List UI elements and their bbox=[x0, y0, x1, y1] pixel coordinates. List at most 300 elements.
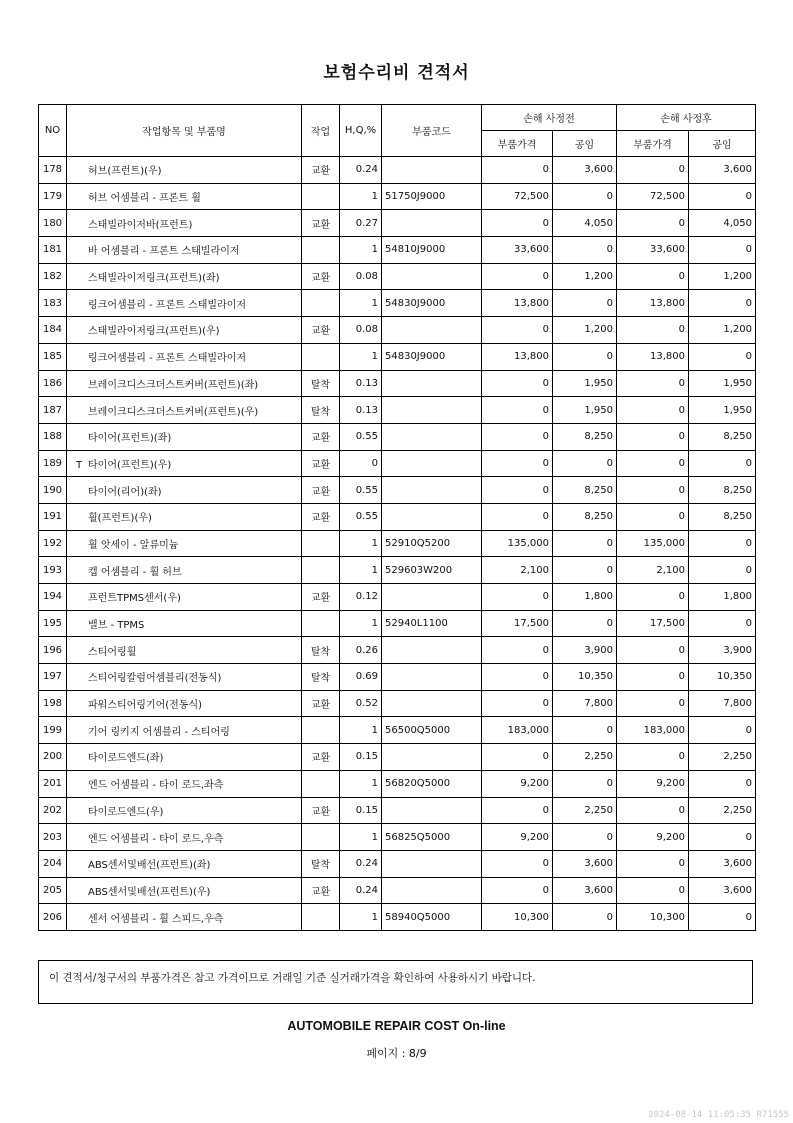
table-row bbox=[39, 237, 756, 264]
cell-item-name bbox=[67, 850, 302, 877]
cell-part-code bbox=[382, 877, 482, 904]
cell-item-name bbox=[67, 183, 302, 210]
cell-no: 192 bbox=[39, 530, 67, 557]
cell-item-name bbox=[67, 397, 302, 424]
cell-item-name bbox=[67, 343, 302, 370]
page-number: 페이지 : 8/9 bbox=[366, 1047, 427, 1060]
cell-work: 탈착 bbox=[302, 850, 340, 877]
cell-after-part-price: 0 bbox=[617, 797, 689, 824]
estimate-table bbox=[38, 104, 756, 931]
table-row bbox=[39, 423, 756, 450]
cell-work: 교환 bbox=[302, 477, 340, 504]
cell-no: 197 bbox=[39, 664, 67, 691]
cell-hq: 1 bbox=[340, 770, 382, 797]
cell-no: 195 bbox=[39, 610, 67, 637]
cell-before-labor: 8,250 bbox=[553, 423, 617, 450]
cell-item-name bbox=[67, 770, 302, 797]
cell-hq: 0.13 bbox=[340, 370, 382, 397]
cell-item-name bbox=[67, 744, 302, 771]
cell-after-labor: 8,250 bbox=[689, 477, 756, 504]
cell-item-name bbox=[67, 210, 302, 237]
cell-work bbox=[302, 290, 340, 317]
cell-before-part-price: 0 bbox=[482, 477, 553, 504]
cell-item-text: 타이어(프런트)(좌) bbox=[88, 433, 172, 445]
cell-after-labor: 1,800 bbox=[689, 584, 756, 611]
cell-before-part-price: 0 bbox=[482, 690, 553, 717]
cell-item-name bbox=[67, 637, 302, 664]
cell-item-name bbox=[67, 877, 302, 904]
cell-after-labor: 10,350 bbox=[689, 664, 756, 691]
cell-mark: T bbox=[75, 459, 83, 471]
cell-after-labor: 3,600 bbox=[689, 877, 756, 904]
cell-before-part-price: 0 bbox=[482, 503, 553, 530]
table-row bbox=[39, 343, 756, 370]
cell-hq: 0.69 bbox=[340, 664, 382, 691]
cell-work bbox=[302, 717, 340, 744]
cell-before-labor: 2,250 bbox=[553, 744, 617, 771]
cell-part-code: 51750J9000 bbox=[382, 183, 482, 210]
cell-no: 196 bbox=[39, 637, 67, 664]
cell-no: 205 bbox=[39, 877, 67, 904]
cell-no: 186 bbox=[39, 370, 67, 397]
cell-no: 194 bbox=[39, 584, 67, 611]
cell-work: 교환 bbox=[302, 584, 340, 611]
cell-before-labor: 1,950 bbox=[553, 397, 617, 424]
cell-part-code bbox=[382, 744, 482, 771]
cell-after-labor: 0 bbox=[689, 530, 756, 557]
cell-before-labor: 3,600 bbox=[553, 157, 617, 184]
cell-no: 189 bbox=[39, 450, 67, 477]
cell-after-labor: 0 bbox=[689, 237, 756, 264]
cell-no: 188 bbox=[39, 423, 67, 450]
cell-hq: 0.12 bbox=[340, 584, 382, 611]
table-body bbox=[39, 157, 756, 931]
cell-item-name bbox=[67, 797, 302, 824]
cell-item-name bbox=[67, 290, 302, 317]
cell-hq: 0.13 bbox=[340, 397, 382, 424]
table-row bbox=[39, 397, 756, 424]
cell-hq: 0.55 bbox=[340, 477, 382, 504]
cell-work: 교환 bbox=[302, 503, 340, 530]
cell-work: 교환 bbox=[302, 797, 340, 824]
cell-hq: 0.24 bbox=[340, 850, 382, 877]
cell-part-code: 52940L1100 bbox=[382, 610, 482, 637]
table-row bbox=[39, 717, 756, 744]
cell-part-code bbox=[382, 397, 482, 424]
cell-after-part-price: 135,000 bbox=[617, 530, 689, 557]
cell-part-code: 529603W200 bbox=[382, 557, 482, 584]
cell-part-code: 52910Q5200 bbox=[382, 530, 482, 557]
table-row bbox=[39, 157, 756, 184]
cell-after-part-price: 0 bbox=[617, 157, 689, 184]
cell-after-labor: 1,200 bbox=[689, 317, 756, 344]
cell-no: 185 bbox=[39, 343, 67, 370]
cell-after-labor: 0 bbox=[689, 557, 756, 584]
cell-item-name bbox=[67, 530, 302, 557]
cell-part-code bbox=[382, 317, 482, 344]
cell-hq: 0.24 bbox=[340, 157, 382, 184]
cell-after-part-price: 0 bbox=[617, 397, 689, 424]
cell-after-part-price: 9,200 bbox=[617, 770, 689, 797]
cell-work: 탈착 bbox=[302, 637, 340, 664]
cell-before-part-price: 0 bbox=[482, 850, 553, 877]
cell-part-code bbox=[382, 690, 482, 717]
table-row bbox=[39, 770, 756, 797]
cell-item-text: 링크어셈블리 - 프론트 스태빌라이저 bbox=[88, 353, 247, 365]
cell-after-labor: 0 bbox=[689, 450, 756, 477]
cell-before-labor: 0 bbox=[553, 237, 617, 264]
cell-part-code: 56820Q5000 bbox=[382, 770, 482, 797]
cell-item-text: 타이로드엔드(우) bbox=[88, 806, 164, 818]
cell-item-name bbox=[67, 584, 302, 611]
table-row bbox=[39, 904, 756, 931]
cell-item-name bbox=[67, 157, 302, 184]
cell-item-text: 브레이크디스크더스트커버(프런트)(우) bbox=[88, 406, 259, 418]
cell-before-labor: 1,200 bbox=[553, 317, 617, 344]
cell-item-name bbox=[67, 904, 302, 931]
cell-after-labor: 0 bbox=[689, 290, 756, 317]
cell-before-labor: 1,950 bbox=[553, 370, 617, 397]
cell-part-code bbox=[382, 370, 482, 397]
cell-part-code bbox=[382, 450, 482, 477]
header-no: NO bbox=[39, 105, 67, 157]
cell-after-part-price: 0 bbox=[617, 423, 689, 450]
cell-after-part-price: 9,200 bbox=[617, 824, 689, 851]
cell-before-part-price: 0 bbox=[482, 744, 553, 771]
cell-after-part-price: 0 bbox=[617, 370, 689, 397]
cell-item-text: 허브 어셈블리 - 프론트 휠 bbox=[88, 193, 201, 205]
cell-after-labor: 3,600 bbox=[689, 157, 756, 184]
cell-hq: 1 bbox=[340, 290, 382, 317]
header-before-labor: 공임 bbox=[553, 131, 617, 157]
cell-work bbox=[302, 343, 340, 370]
header-after-labor: 공임 bbox=[689, 131, 756, 157]
cell-item-name bbox=[67, 610, 302, 637]
cell-part-code bbox=[382, 157, 482, 184]
cell-hq: 0.52 bbox=[340, 690, 382, 717]
cell-after-part-price: 10,300 bbox=[617, 904, 689, 931]
cell-before-labor: 1,800 bbox=[553, 584, 617, 611]
cell-after-part-price: 17,500 bbox=[617, 610, 689, 637]
cell-before-part-price: 183,000 bbox=[482, 717, 553, 744]
cell-after-part-price: 0 bbox=[617, 664, 689, 691]
cell-before-part-price: 2,100 bbox=[482, 557, 553, 584]
cell-before-part-price: 0 bbox=[482, 664, 553, 691]
cell-before-part-price: 0 bbox=[482, 423, 553, 450]
cell-before-part-price: 0 bbox=[482, 797, 553, 824]
cell-before-labor: 0 bbox=[553, 824, 617, 851]
cell-part-code bbox=[382, 503, 482, 530]
cell-no: 179 bbox=[39, 183, 67, 210]
cell-work: 교환 bbox=[302, 690, 340, 717]
cell-item-text: 스태빌라이저링크(프런트)(좌) bbox=[88, 273, 220, 285]
cell-work bbox=[302, 824, 340, 851]
cell-before-part-price: 10,300 bbox=[482, 904, 553, 931]
cell-item-name bbox=[67, 503, 302, 530]
cell-before-labor: 8,250 bbox=[553, 503, 617, 530]
cell-item-name bbox=[67, 237, 302, 264]
cell-after-part-price: 0 bbox=[617, 477, 689, 504]
cell-before-labor: 0 bbox=[553, 343, 617, 370]
cell-item-name bbox=[67, 477, 302, 504]
cell-before-part-price: 0 bbox=[482, 637, 553, 664]
cell-after-part-price: 0 bbox=[617, 877, 689, 904]
table-row bbox=[39, 263, 756, 290]
cell-item-text: 센서 어셈블리 - 휠 스피드,우측 bbox=[88, 913, 224, 925]
cell-part-code bbox=[382, 850, 482, 877]
cell-before-part-price: 13,800 bbox=[482, 290, 553, 317]
cell-no: 184 bbox=[39, 317, 67, 344]
cell-after-part-price: 0 bbox=[617, 503, 689, 530]
cell-work: 교환 bbox=[302, 423, 340, 450]
cell-item-text: 밸브 - TPMS bbox=[88, 620, 145, 632]
cell-hq: 1 bbox=[340, 183, 382, 210]
cell-item-text: 허브(프런트)(우) bbox=[88, 166, 162, 178]
cell-work: 교환 bbox=[302, 450, 340, 477]
cell-no: 202 bbox=[39, 797, 67, 824]
cell-part-code: 58940Q5000 bbox=[382, 904, 482, 931]
cell-before-part-price: 0 bbox=[482, 450, 553, 477]
cell-work: 교환 bbox=[302, 744, 340, 771]
cell-part-code: 54810J9000 bbox=[382, 237, 482, 264]
header-after-part-price: 부품가격 bbox=[617, 131, 689, 157]
cell-item-text: 캡 어셈블리 - 휠 허브 bbox=[88, 566, 182, 578]
cell-after-labor: 0 bbox=[689, 824, 756, 851]
cell-after-part-price: 0 bbox=[617, 744, 689, 771]
cell-after-part-price: 0 bbox=[617, 210, 689, 237]
cell-after-part-price: 72,500 bbox=[617, 183, 689, 210]
cell-item-text: 링크어셈블리 - 프론트 스태빌라이저 bbox=[88, 299, 247, 311]
cell-hq: 0.08 bbox=[340, 263, 382, 290]
cell-no: 206 bbox=[39, 904, 67, 931]
cell-item-text: 스태빌라이저바(프런트) bbox=[88, 219, 193, 231]
cell-work: 탈착 bbox=[302, 370, 340, 397]
cell-after-labor: 8,250 bbox=[689, 503, 756, 530]
cell-item-name bbox=[67, 824, 302, 851]
cell-after-part-price: 13,800 bbox=[617, 290, 689, 317]
table-row bbox=[39, 477, 756, 504]
table-row bbox=[39, 690, 756, 717]
cell-after-labor: 0 bbox=[689, 904, 756, 931]
cell-hq: 0 bbox=[340, 450, 382, 477]
table-row bbox=[39, 370, 756, 397]
table-row bbox=[39, 183, 756, 210]
cell-work bbox=[302, 770, 340, 797]
cell-no: 182 bbox=[39, 263, 67, 290]
table-row bbox=[39, 450, 756, 477]
cell-before-part-price: 9,200 bbox=[482, 824, 553, 851]
cell-item-name bbox=[67, 370, 302, 397]
cell-before-labor: 3,600 bbox=[553, 877, 617, 904]
cell-after-labor: 0 bbox=[689, 610, 756, 637]
cell-work bbox=[302, 530, 340, 557]
cell-work: 교환 bbox=[302, 877, 340, 904]
table-row bbox=[39, 210, 756, 237]
cell-before-labor: 0 bbox=[553, 183, 617, 210]
cell-hq: 1 bbox=[340, 610, 382, 637]
cell-no: 193 bbox=[39, 557, 67, 584]
cell-after-labor: 0 bbox=[689, 183, 756, 210]
cell-no: 183 bbox=[39, 290, 67, 317]
cell-no: 200 bbox=[39, 744, 67, 771]
cell-hq: 1 bbox=[340, 530, 382, 557]
header-item: 작업항목 및 부품명 bbox=[67, 105, 302, 157]
cell-after-labor: 8,250 bbox=[689, 423, 756, 450]
cell-item-text: 스태빌라이저링크(프런트)(우) bbox=[88, 326, 220, 338]
cell-part-code bbox=[382, 210, 482, 237]
cell-item-name bbox=[67, 690, 302, 717]
cell-hq: 1 bbox=[340, 343, 382, 370]
cell-work: 교환 bbox=[302, 263, 340, 290]
table-row bbox=[39, 877, 756, 904]
cell-work bbox=[302, 610, 340, 637]
cell-item-text: 타이어(프런트)(우) bbox=[88, 459, 172, 471]
cell-hq: 0.08 bbox=[340, 317, 382, 344]
cell-item-text: 타이어(리어)(좌) bbox=[88, 486, 162, 498]
cell-before-part-price: 72,500 bbox=[482, 183, 553, 210]
table-row bbox=[39, 557, 756, 584]
cell-after-labor: 1,950 bbox=[689, 370, 756, 397]
cell-after-part-price: 2,100 bbox=[617, 557, 689, 584]
table-row bbox=[39, 530, 756, 557]
table-row bbox=[39, 584, 756, 611]
cell-item-name bbox=[67, 423, 302, 450]
document-title: 보험수리비 견적서 bbox=[323, 63, 470, 83]
cell-before-labor: 0 bbox=[553, 717, 617, 744]
table-row bbox=[39, 664, 756, 691]
cell-before-part-price: 0 bbox=[482, 210, 553, 237]
cell-after-labor: 4,050 bbox=[689, 210, 756, 237]
table-row bbox=[39, 610, 756, 637]
cell-hq: 1 bbox=[340, 237, 382, 264]
cell-before-labor: 0 bbox=[553, 557, 617, 584]
cell-no: 181 bbox=[39, 237, 67, 264]
cell-work bbox=[302, 237, 340, 264]
cell-item-text: 휠 앗세이 - 알류미늄 bbox=[88, 539, 179, 551]
cell-item-text: 휠(프런트)(우) bbox=[88, 513, 152, 525]
header-work: 작업 bbox=[302, 105, 340, 157]
table-row bbox=[39, 797, 756, 824]
cell-hq: 0.15 bbox=[340, 797, 382, 824]
cell-after-part-price: 0 bbox=[617, 317, 689, 344]
cell-after-part-price: 33,600 bbox=[617, 237, 689, 264]
cell-before-part-price: 0 bbox=[482, 317, 553, 344]
header-after: 손해 사정후 bbox=[617, 105, 756, 131]
cell-part-code: 56825Q5000 bbox=[382, 824, 482, 851]
cell-after-part-price: 13,800 bbox=[617, 343, 689, 370]
cell-item-text: 바 어셈블리 - 프론트 스태빌라이저 bbox=[88, 246, 240, 258]
cell-item-text: 브레이크디스크더스트커버(프런트)(좌) bbox=[88, 379, 259, 391]
header-hq: H,Q,% bbox=[340, 105, 382, 157]
cell-before-labor: 3,900 bbox=[553, 637, 617, 664]
cell-no: 187 bbox=[39, 397, 67, 424]
cell-item-name bbox=[67, 557, 302, 584]
cell-after-part-price: 0 bbox=[617, 584, 689, 611]
cell-after-part-price: 0 bbox=[617, 637, 689, 664]
cell-before-labor: 0 bbox=[553, 904, 617, 931]
table-row bbox=[39, 824, 756, 851]
cell-hq: 0.55 bbox=[340, 423, 382, 450]
cell-hq: 1 bbox=[340, 824, 382, 851]
table-row bbox=[39, 744, 756, 771]
cell-before-labor: 0 bbox=[553, 610, 617, 637]
table-row bbox=[39, 290, 756, 317]
cell-before-part-price: 33,600 bbox=[482, 237, 553, 264]
cell-no: 191 bbox=[39, 503, 67, 530]
cell-before-part-price: 0 bbox=[482, 397, 553, 424]
cell-before-labor: 0 bbox=[553, 530, 617, 557]
cell-no: 180 bbox=[39, 210, 67, 237]
cell-before-part-price: 13,800 bbox=[482, 343, 553, 370]
cell-before-labor: 0 bbox=[553, 450, 617, 477]
cell-work: 교환 bbox=[302, 157, 340, 184]
table-row bbox=[39, 503, 756, 530]
footer-title: AUTOMOBILE REPAIR COST On-line bbox=[287, 1019, 506, 1033]
cell-after-labor: 0 bbox=[689, 717, 756, 744]
cell-item-name bbox=[67, 664, 302, 691]
table-header bbox=[39, 105, 756, 157]
cell-before-part-price: 0 bbox=[482, 877, 553, 904]
cell-part-code: 54830J9000 bbox=[382, 290, 482, 317]
cell-after-labor: 3,600 bbox=[689, 850, 756, 877]
cell-before-labor: 0 bbox=[553, 290, 617, 317]
cell-work: 교환 bbox=[302, 317, 340, 344]
cell-after-labor: 2,250 bbox=[689, 797, 756, 824]
cell-part-code bbox=[382, 637, 482, 664]
table-row bbox=[39, 850, 756, 877]
cell-part-code bbox=[382, 423, 482, 450]
cell-no: 201 bbox=[39, 770, 67, 797]
header-before: 손해 사정전 bbox=[482, 105, 617, 131]
cell-no: 178 bbox=[39, 157, 67, 184]
header-before-part-price: 부품가격 bbox=[482, 131, 553, 157]
cell-before-part-price: 17,500 bbox=[482, 610, 553, 637]
cell-work: 교환 bbox=[302, 210, 340, 237]
cell-item-text: 스티어링칼럼어셈블리(전동식) bbox=[88, 673, 222, 685]
cell-after-part-price: 0 bbox=[617, 263, 689, 290]
cell-before-part-price: 0 bbox=[482, 263, 553, 290]
cell-no: 204 bbox=[39, 850, 67, 877]
cell-part-code: 56500Q5000 bbox=[382, 717, 482, 744]
cell-part-code bbox=[382, 263, 482, 290]
cell-item-name bbox=[67, 317, 302, 344]
cell-item-text: 스티어링휠 bbox=[88, 646, 137, 658]
cell-after-labor: 0 bbox=[689, 343, 756, 370]
cell-hq: 0.24 bbox=[340, 877, 382, 904]
print-timestamp: 2024-08-14 11:05:35 R71555 bbox=[648, 1110, 789, 1120]
cell-work: 탈착 bbox=[302, 664, 340, 691]
cell-before-labor: 2,250 bbox=[553, 797, 617, 824]
cell-before-part-price: 0 bbox=[482, 370, 553, 397]
cell-part-code bbox=[382, 584, 482, 611]
cell-before-labor: 7,800 bbox=[553, 690, 617, 717]
cell-item-name bbox=[67, 717, 302, 744]
cell-item-text: ABS센서및배선(프런트)(우) bbox=[88, 886, 211, 898]
table-row bbox=[39, 317, 756, 344]
cell-item-text: 기어 링키지 어셈블리 - 스티어링 bbox=[88, 726, 230, 738]
cell-no: 198 bbox=[39, 690, 67, 717]
cell-hq: 1 bbox=[340, 904, 382, 931]
cell-item-text: 프런트TPMS센서(우) bbox=[88, 593, 181, 605]
cell-after-part-price: 0 bbox=[617, 850, 689, 877]
cell-before-labor: 1,200 bbox=[553, 263, 617, 290]
cell-item-name bbox=[67, 263, 302, 290]
cell-part-code: 54830J9000 bbox=[382, 343, 482, 370]
cell-hq: 1 bbox=[340, 557, 382, 584]
cell-before-labor: 4,050 bbox=[553, 210, 617, 237]
cell-before-labor: 8,250 bbox=[553, 477, 617, 504]
price-notice: 이 견적서/청구서의 부품가격은 참고 가격이므로 거래일 기준 실거래가격을 확인하여 사용하시기 바랍니다. bbox=[38, 960, 753, 1004]
